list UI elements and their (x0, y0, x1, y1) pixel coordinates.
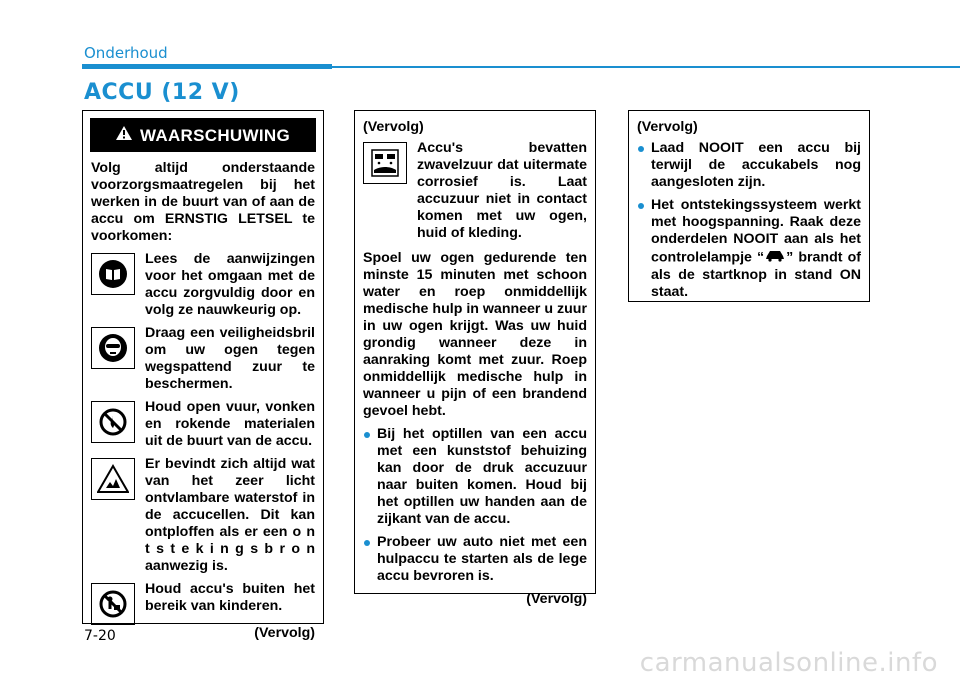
acid-warning-item (363, 140, 587, 242)
manual-book-icon (91, 253, 135, 295)
continued-heading: (Vervolg) (363, 119, 424, 135)
warning-label: WAARSCHUWING (140, 125, 290, 145)
continued-heading: (Vervolg) (637, 119, 698, 135)
first-aid-paragraph: Spoel uw ogen gedurende ten minste 15 minuten met schoon water en roep onmiddellijk medische hulp in wanneer u zuur in uw ogen krijgt. Was uw huid grondig wanneer deze in aanraking komt met zuur. Roep onmiddellijk medische hulp in wanneer u pijn of een brandend gevoel hebt. (363, 250, 587, 419)
section-label: Onderhoud (84, 44, 168, 62)
warning-triangle-icon (116, 126, 132, 144)
warning-item (91, 581, 315, 625)
page-number: 7-20 (84, 628, 116, 644)
bullet-text: Het ontstekingssysteem werkt met hoogspanning. Raak deze onderdelen NOOIT aan als het controlelampje “ (651, 197, 861, 266)
bullet-text: ” brandt of als de startknop in stand ON staat. (651, 249, 861, 300)
warning-continued-box-3 (628, 110, 870, 302)
car-indicator-icon (764, 248, 786, 267)
warning-item (91, 325, 315, 393)
warning-item (91, 251, 315, 319)
continued-note: (Vervolg) (254, 625, 315, 641)
watermark: carmanualsonline.info (639, 648, 938, 678)
warning-item-text: Lees de aanwijzingen voor het omgaan met de accu zorgvuldig door en volg ze nauwkeurig op. (145, 251, 315, 318)
header-rule-thin (332, 66, 960, 68)
bullet-item: Laad NOOIT een accu bij terwijl de accukabels nog aangesloten zijn. (637, 140, 861, 191)
warning-intro: Volg altijd onderstaande voorzorgsmaatregelen bij het werken in de buurt van of aan de accu om ERNSTIG LETSEL te voorkomen: (91, 160, 315, 244)
header-rule-thick (82, 64, 332, 69)
warning-item-text: Er bevindt zich altijd wat van het zeer licht ontvlambare waterstof in de accucellen. Dit kan ontploffen als er een o n t s t e k i n g s b r o n aanwezig is. (145, 456, 315, 574)
warning-item (91, 456, 315, 575)
corrosive-icon (363, 142, 407, 184)
explosion-icon (91, 458, 135, 500)
warning-item (91, 399, 315, 450)
bullet-item: Probeer uw auto niet met een hulpaccu te starten als de lege accu bevroren is. (363, 534, 587, 585)
no-fire-icon (91, 401, 135, 443)
no-children-icon (91, 583, 135, 625)
warning-item-text: Houd accu's buiten het bereik van kinderen. (145, 581, 315, 614)
warning-item-text: Houd open vuur, vonken en rokende materialen uit de buurt van de accu. (145, 399, 315, 449)
bullet-item (637, 197, 861, 301)
page-title: ACCU (12 V) (84, 80, 240, 105)
acid-warning-text: Accu's bevatten zwavelzuur dat uitermate corrosief is. Laat accuzuur niet in contact komen met uw ogen, huid of kleding. (417, 140, 587, 241)
bullet-item: Bij het optillen van een accu met een kunststof behuizing kan door de druk accuzuur naar buiten komen. Houd bij het optillen uw handen aan de zijkant van de accu. (363, 426, 587, 528)
continued-note: (Vervolg) (526, 591, 587, 607)
face-shield-icon (91, 327, 135, 369)
warning-continued-box-2 (354, 110, 596, 607)
warning-item-text: Draag een veiligheidsbril om uw ogen tegen wegspattend zuur te beschermen. (145, 325, 315, 392)
warning-header (90, 118, 316, 152)
